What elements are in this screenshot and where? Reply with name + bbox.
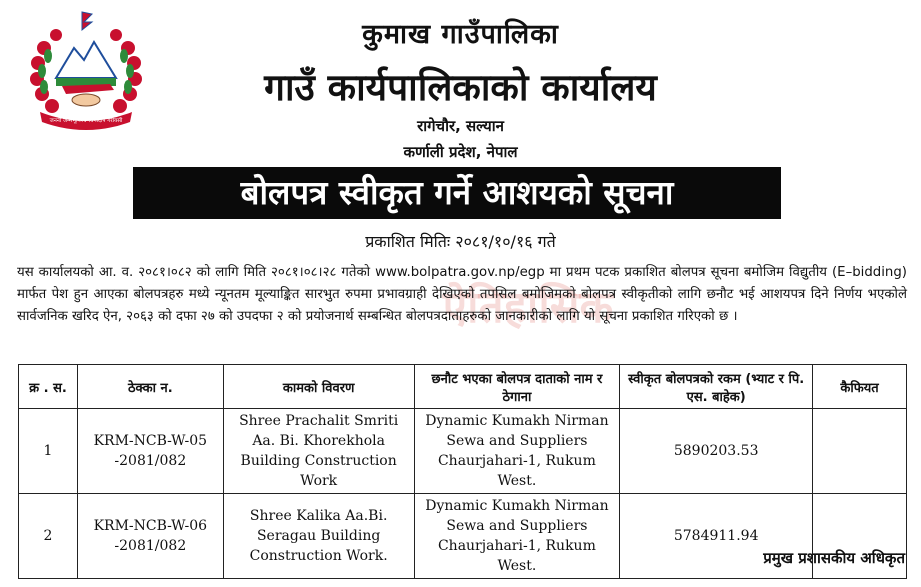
cell-contract-no: KRM-NCB-W-05 -2081/082 [77, 409, 223, 494]
address-line-2: कर्णाली प्रदेश, नेपाल [403, 143, 518, 161]
notice-title-banner: बोलपत्र स्वीकृत गर्ने आशयको सूचना [133, 167, 781, 219]
watermark: ऐतिहासिक [442, 282, 614, 333]
cell-sn: 1 [19, 409, 78, 494]
bid-table [18, 364, 907, 579]
cell-amount: 5890203.53 [620, 409, 813, 494]
header-contract-no: ठेक्का न. [77, 365, 223, 409]
cell-description: Shree Prachalit Smriti Aa. Bi. Khorekhola Building Construction Work [223, 409, 414, 494]
header-sn: क्र . स. [19, 365, 78, 409]
cell-bidder: Dynamic Kumakh Nirman Sewa and Suppliers Chaurjahari-1, Rukum West. [414, 494, 620, 579]
cell-amount: 5784911.94 [620, 494, 813, 579]
header-amount: स्वीकृत बोलपत्रको रकम (भ्याट र पि. एस. बाहेक) [620, 365, 813, 409]
header-remarks: कैफियत [813, 365, 907, 409]
notice-body: यस कार्यालयको आ. व. २०८१।०८२ को लागि मिति २०८१।०८।२८ गतेको www.bolpatra.gov.np/egp मा प्रथम पटक प्रकाशित बोलपत्र सूचना बमोजिम विद्युतीय (E–bidding) मार्फत पेश हुन आएका बोलपत्रहरु मध्ये न्यूनतम मूल्याङ्कित सारभुत रुपमा प्रभावग्राही देखिएको तपसिल बमोजिमको बोलपत्र स्वीकृतीको लागि छनौट भई आशयपत्र दिने निर्णय भएकोले सार्वजनिक खरिद ऐन, २०६३ को दफा २७ को उपदफा २ को प्रयोजनार्थ सम्बन्धित बोलपत्रदाताहरुको जानकारीको लागि यो सूचना प्रकाशित गरिएको छ । [17, 265, 907, 325]
cell-description: Shree Kalika Aa.Bi. Seragau Building Construction Work. [223, 494, 414, 579]
address-line-1: रागेचौर, सल्यान [417, 117, 504, 135]
office-title: गाउँ कार्यपालिकाको कार्यालय [264, 66, 657, 109]
emblem-motto: जननी जन्मभूमिश्च स्वर्गादपि गरीयसी [49, 118, 123, 124]
cell-sn: 2 [19, 494, 78, 579]
table-row [19, 409, 907, 494]
header-bidder: छनौट भएका बोलपत्र दाताको नाम र ठेगाना [414, 365, 620, 409]
cell-contract-no: KRM-NCB-W-06 -2081/082 [77, 494, 223, 579]
published-date: प्रकाशित मितिः २०८१/१०/१६ गते [365, 232, 556, 251]
cell-bidder: Dynamic Kumakh Nirman Sewa and Suppliers Chaurjahari-1, Rukum West. [414, 409, 620, 494]
signature-title: प्रमुख प्रशासकीय अधिकृत [763, 549, 905, 567]
cell-remarks [813, 409, 907, 494]
header-description: कामको विवरण [223, 365, 414, 409]
office-name: कुमाख गाउँपालिका [362, 19, 559, 50]
table-header-row [19, 365, 907, 409]
